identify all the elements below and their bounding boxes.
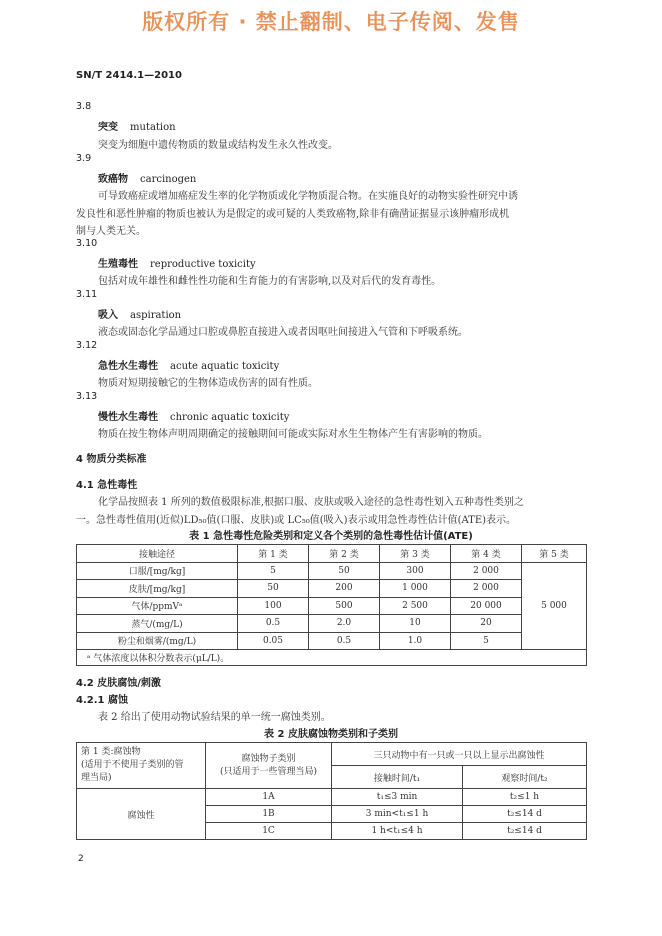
header-cell: 观察时间/t₂ [463,766,587,789]
table-row [77,789,587,806]
table-row [77,562,587,580]
term-title [98,306,181,321]
table-cell: 0.05 [238,632,309,650]
term-zh: 慢性水生毒性 [98,412,158,423]
term-zh: 吸入 [98,310,118,321]
header-line: 第 1 类:腐蚀物 [81,747,141,757]
table-cell: 气体/ppmVᵃ [77,597,238,615]
acute-toxicity-table [76,544,587,666]
term-title [98,357,279,372]
table-row [77,615,587,633]
term-title [98,170,196,185]
table-cell: 蒸气/(mg/L) [77,615,238,633]
term-en: chronic aquatic toxicity [170,412,290,423]
term-zh: 突变 [98,122,118,133]
table-cell: 50 [238,580,309,598]
term-en: aspiration [130,310,182,321]
term-definition: 物质对短期接触它的生物体造成伤害的固有性质。 [98,378,318,389]
table-cell: 5 [238,562,309,580]
subsection-heading: 4.2 皮肤腐蚀/刺激 [76,678,161,689]
table-cell: 粉尘和烟雾/(mg/L) [77,632,238,650]
term-en: carcinogen [140,174,197,185]
term-definition: 制与人类无关。 [76,226,146,237]
table-cell: 腐蚀性 [77,789,206,840]
table-cell: t₁≤3 min [332,789,463,806]
header-cell: 接触时间/t₁ [332,766,463,789]
table-cell: t₂≤14 d [463,823,587,840]
table-cell: 2 000 [451,562,522,580]
term-definition: 可导致癌症或增加癌症发生率的化学物质或化学物质混合物。在实施良好的动物实验性研究中诱 [98,191,518,202]
table2-caption: 表 2 皮肤腐蚀物类别和子类别 [264,729,398,740]
table-row [77,597,587,615]
header-cell [206,743,332,789]
table-footnote: ᵃ 气体浓度以体积分数表示(μL/L)。 [77,650,587,666]
term-zh: 致癌物 [98,174,128,185]
term-title [98,408,289,423]
table-cell: 1 000 [380,580,451,598]
table-cell: 1.0 [380,632,451,650]
clause-number: 3.13 [76,391,98,402]
clause-number: 3.10 [76,238,98,249]
term-definition: 物质在按生物体声明周期确定的接触期间可能或实际对水生生物体产生有害影响的物质。 [98,429,488,440]
header-cell: 第 5 类 [522,545,587,563]
term-zh: 生殖毒性 [98,259,138,270]
header-line: (只适用于一些管理当局) [219,766,318,777]
table-cell: 50 [309,562,380,580]
term-definition: 发良性和恶性肿瘤的物质也被认为是假定的或可疑的人类致癌物,除非有确凿证据显示该肿瘤形成机 [76,209,510,220]
header-cell: 三只动物中有一只或一只以上显示出腐蚀性 [332,743,587,766]
header-line: 腐蚀物子类别 [241,753,296,764]
page-number: 2 [78,854,84,864]
clause-number: 3.9 [76,153,92,164]
term-zh: 急性水生毒性 [98,361,158,372]
header-line: (适用于不使用子类别的管 [81,760,184,770]
table-cell: 3 min<t₁≤1 h [332,806,463,823]
term-definition: 液态或固态化学品通过口腔或鼻腔直接进入或者因呕吐间接进入气管和下呼吸系统。 [98,327,468,338]
table-cell: 200 [309,580,380,598]
table-cell: 2 000 [451,580,522,598]
table-cell: 2 500 [380,597,451,615]
skin-corrosion-table [76,742,587,840]
term-title [98,118,176,133]
table-cell: 皮肤/[mg/kg] [77,580,238,598]
table-footnote-row [77,650,587,666]
header-cell [77,743,206,789]
subsection-heading: 4.2.1 腐蚀 [76,695,128,706]
header-cell: 第 2 类 [309,545,380,563]
table-row [77,632,587,650]
table-cell: 1A [206,789,332,806]
header-cell: 第 3 类 [380,545,451,563]
header-cell: 第 4 类 [451,545,522,563]
term-title [98,255,256,270]
section-heading: 4 物质分类标准 [76,454,147,465]
copyright-watermark: 版权所有 · 禁止翻制、电子传阅、发售 [142,10,520,34]
header-cell: 第 1 类 [238,545,309,563]
table-cell: 100 [238,597,309,615]
table-row [77,580,587,598]
table-cell: 500 [309,597,380,615]
paragraph: 一。急性毒性值用(近似)LD₅₀值(口服、皮肤)或 LC₅₀值(吸入)表示或用急性毒性估计值(ATE)表示。 [76,515,517,526]
table-cell: 0.5 [238,615,309,633]
clause-number: 3.8 [76,101,92,112]
table-cell: 300 [380,562,451,580]
term-en: reproductive toxicity [150,259,256,270]
table-cell: 20 [451,615,522,633]
clause-number: 3.11 [76,289,98,300]
term-en: acute aquatic toxicity [170,361,280,372]
paragraph: 表 2 给出了使用动物试验结果的单一统一腐蚀类别。 [98,712,331,723]
table-cell: t₂≤14 d [463,806,587,823]
table-header-row [77,545,587,563]
table-cell: 1 h<t₁≤4 h [332,823,463,840]
header-line: 理当局) [81,773,112,783]
standard-code: SN/T 2414.1—2010 [76,70,182,81]
table-cell: 10 [380,615,451,633]
table-cell: 20 000 [451,597,522,615]
category5-cell: 5 000 [522,562,587,650]
table-header-row [77,743,587,766]
term-definition: 包括对成年雄性和雌性性功能和生育能力的有害影响,以及对后代的发育毒性。 [98,276,442,287]
table-cell: 1B [206,806,332,823]
header-cell: 接触途径 [77,545,238,563]
term-en: mutation [130,122,176,133]
table-cell: 2.0 [309,615,380,633]
clause-number: 3.12 [76,340,98,351]
paragraph: 化学品按照表 1 所列的数值极限标准,根据口服、皮肤或吸入途径的急性毒性划入五种毒性类别之 [98,497,524,508]
table-cell: 1C [206,823,332,840]
table-cell: t₂≤1 h [463,789,587,806]
table-cell: 5 [451,632,522,650]
subsection-heading: 4.1 急性毒性 [76,480,138,491]
term-definition: 突变为细胞中遗传物质的数量或结构发生永久性改变。 [98,140,338,151]
table-cell: 0.5 [309,632,380,650]
table1-caption: 表 1 急性毒性危险类别和定义各个类别的急性毒性估计值(ATE) [189,531,473,542]
table-cell: 口服/[mg/kg] [77,562,238,580]
